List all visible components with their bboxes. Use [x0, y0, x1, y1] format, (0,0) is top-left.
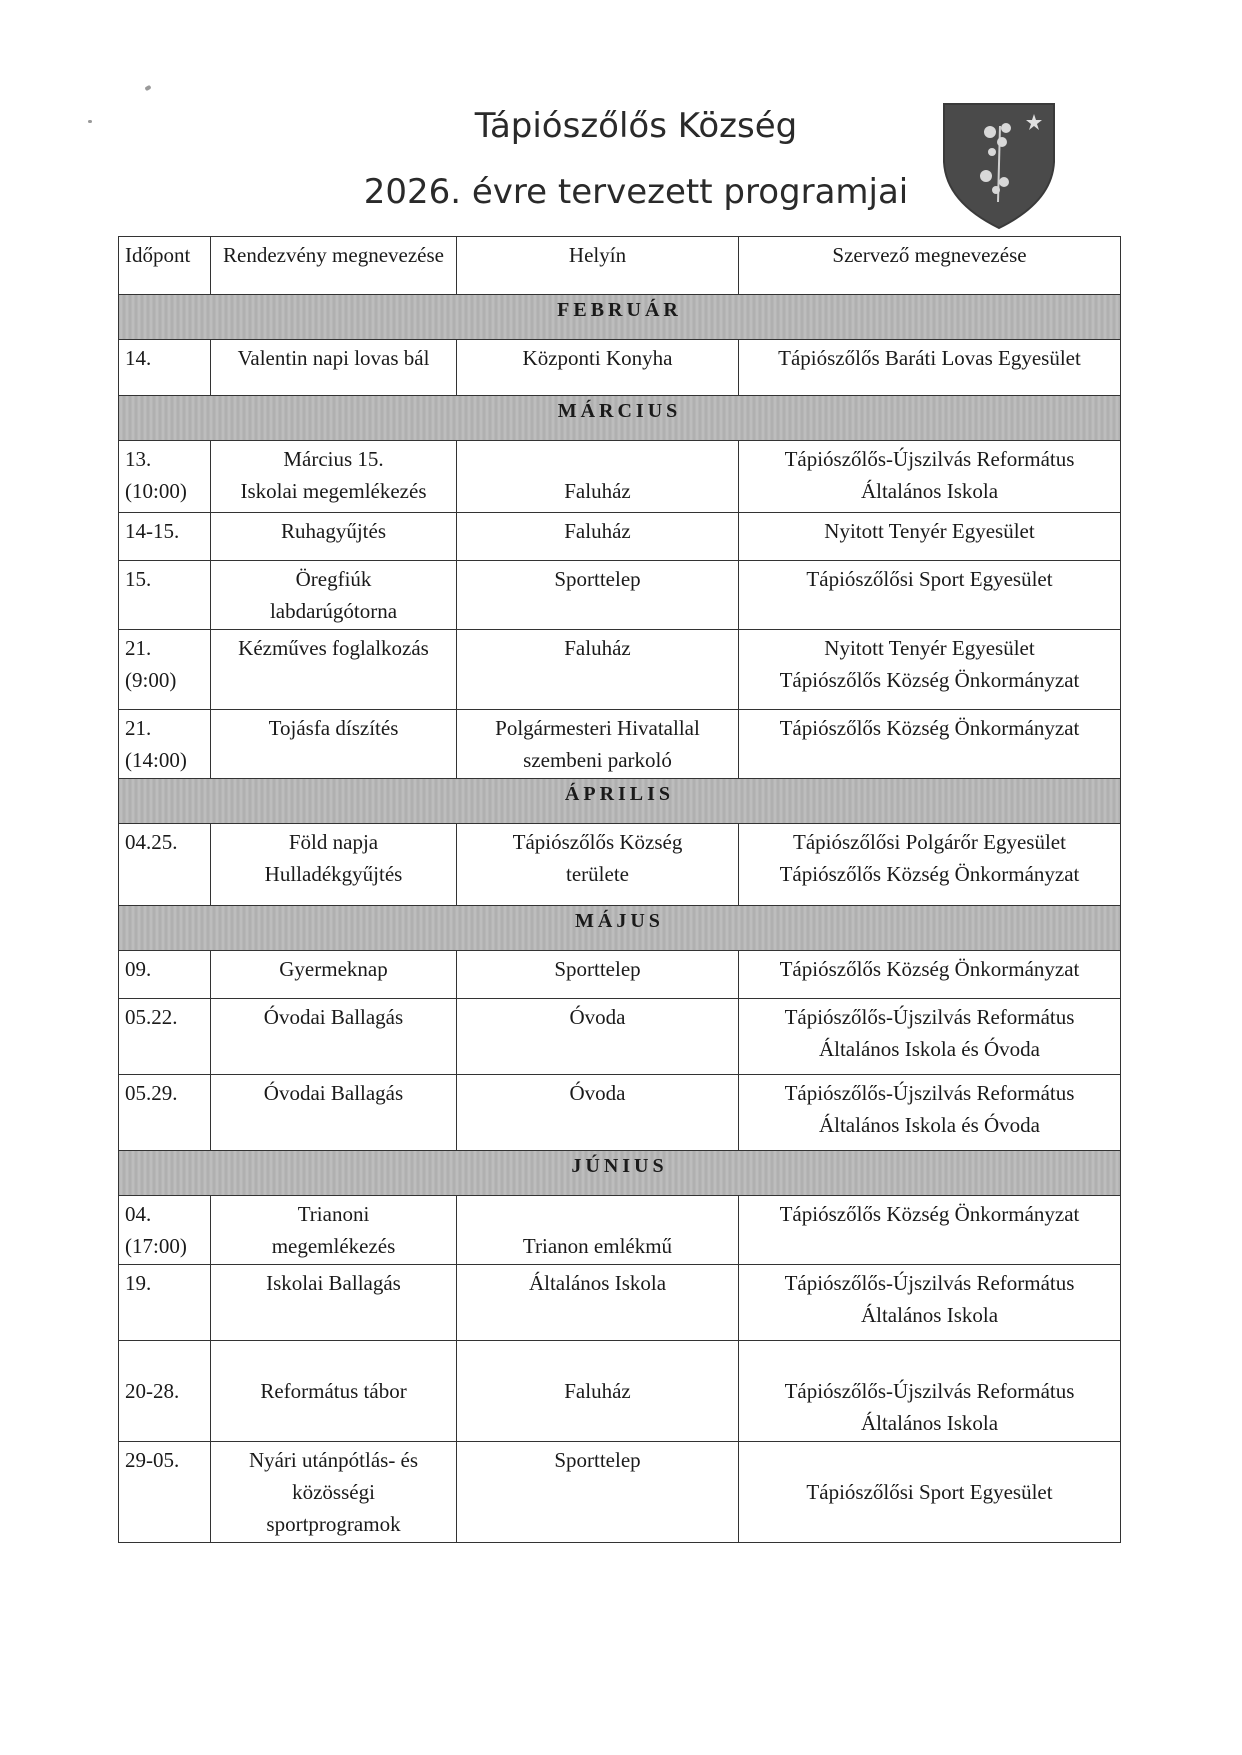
event-date-cell [119, 1265, 211, 1341]
event-name: Nyári utánpótlás- és [248, 1448, 419, 1472]
coat-of-arms-icon [940, 102, 1058, 230]
event-place-cell [457, 513, 739, 561]
event-place: Polgármesteri Hivatallal [495, 716, 700, 740]
event-place-cell [457, 441, 739, 513]
event-place-cell [457, 1341, 739, 1442]
event-place-cell [457, 824, 739, 906]
event-organizer: Általános Iskola [860, 479, 999, 503]
event-name: Óvodai Ballagás [263, 1005, 404, 1029]
event-organizer-cell [739, 951, 1121, 999]
event-row [119, 1075, 1121, 1151]
event-place-cell [457, 1196, 739, 1265]
event-row [119, 951, 1121, 999]
event-date: 13. [125, 447, 152, 471]
event-organizer-cell [739, 340, 1121, 396]
event-date: 15. [125, 567, 152, 591]
event-organizer-cell [739, 1196, 1121, 1265]
event-organizer: Általános Iskola és Óvoda [818, 1037, 1041, 1061]
event-date: 09. [125, 957, 152, 981]
event-place: területe [566, 862, 629, 886]
event-name: Március 15. [283, 447, 384, 471]
event-date: 04.25. [125, 830, 178, 854]
event-place: szembeni parkoló [523, 748, 672, 772]
event-organizer-cell [739, 630, 1121, 710]
event-name: megemlékezés [271, 1234, 396, 1258]
event-date-cell [119, 1442, 211, 1543]
event-organizer: Általános Iskola és Óvoda [818, 1113, 1041, 1137]
event-name: Református tábor [260, 1379, 407, 1403]
document-subtitle: 2026. évre tervezett programjai [363, 172, 909, 212]
event-date-cell [119, 824, 211, 906]
table-header-row [119, 237, 1121, 295]
event-date: 14. [125, 346, 152, 370]
event-name: Ruhagyűjtés [281, 519, 386, 543]
month-header-row [119, 396, 1121, 441]
month-name: MÁJUS [119, 906, 1121, 951]
event-row [119, 561, 1121, 630]
event-organizer-cell [739, 710, 1121, 779]
event-date-cell [119, 1075, 211, 1151]
event-organizer-cell [739, 441, 1121, 513]
event-organizer: Tápiószőlős Baráti Lovas Egyesület [778, 346, 1081, 370]
event-name-cell [211, 1341, 457, 1442]
event-name: Tojásfa díszítés [268, 716, 399, 740]
event-row [119, 999, 1121, 1075]
event-place: Központi Konyha [522, 346, 673, 370]
event-date-cell [119, 340, 211, 396]
event-name-cell [211, 710, 457, 779]
event-name-cell [211, 1442, 457, 1543]
event-name-cell [211, 340, 457, 396]
event-place: Sporttelep [554, 567, 641, 591]
event-place: Tápiószőlős Község [512, 830, 683, 854]
event-organizer: Tápiószőlős-Újszilvás Református [784, 1005, 1075, 1029]
event-organizer: Tápiószőlős Község Önkormányzat [779, 668, 1080, 692]
scan-speck [144, 85, 151, 91]
event-organizer: Tápiószőlős Község Önkormányzat [779, 1202, 1080, 1226]
event-name: Föld napja [288, 830, 379, 854]
column-header-event: Rendezvény megnevezése [211, 237, 457, 295]
event-organizer-cell [739, 561, 1121, 630]
event-organizer: Tápiószőlős-Újszilvás Református [784, 447, 1075, 471]
event-name: sportprogramok [266, 1512, 401, 1536]
event-date-cell [119, 999, 211, 1075]
event-date-cell [119, 951, 211, 999]
event-name-cell [211, 1075, 457, 1151]
event-date: (14:00) [125, 748, 187, 772]
event-name: Iskolai megemlékezés [240, 479, 427, 503]
event-organizer: Tápiószőlős Község Önkormányzat [779, 957, 1080, 981]
event-organizer-cell [739, 1265, 1121, 1341]
event-place-cell [457, 710, 739, 779]
column-header-place: Helyín [457, 237, 739, 295]
event-place: Faluház [564, 1379, 631, 1403]
event-date-cell [119, 441, 211, 513]
document-title: Tápiószőlős Község [474, 106, 798, 146]
event-name: Trianoni [297, 1202, 370, 1226]
event-name: Iskolai Ballagás [266, 1271, 401, 1295]
column-header-organizer: Szervező megnevezése [739, 237, 1121, 295]
event-date: 05.29. [125, 1081, 178, 1105]
event-date: 29-05. [125, 1448, 180, 1472]
event-date-cell [119, 1196, 211, 1265]
event-name-cell [211, 441, 457, 513]
event-name-cell [211, 561, 457, 630]
event-organizer: Tápiószőlősi Polgárőr Egyesület [793, 830, 1066, 854]
event-date: 19. [125, 1271, 152, 1295]
column-header-date: Időpont [119, 237, 211, 295]
event-organizer: Tápiószőlős Község Önkormányzat [779, 716, 1080, 740]
event-place-cell [457, 999, 739, 1075]
event-organizer-cell [739, 1341, 1121, 1442]
event-place-cell [457, 951, 739, 999]
event-date-cell [119, 710, 211, 779]
event-name: Kézműves foglalkozás [238, 636, 429, 660]
event-place: Általános Iskola [528, 1271, 667, 1295]
event-date: 21. [125, 716, 152, 740]
event-name-cell [211, 513, 457, 561]
event-date-cell [119, 513, 211, 561]
event-name: Óvodai Ballagás [263, 1081, 404, 1105]
event-date: 21. [125, 636, 152, 660]
event-date: 20-28. [125, 1379, 180, 1403]
event-place-cell [457, 1442, 739, 1543]
event-date: (17:00) [125, 1234, 187, 1258]
event-row [119, 1265, 1121, 1341]
event-row [119, 513, 1121, 561]
event-name-cell [211, 630, 457, 710]
event-place-cell [457, 340, 739, 396]
event-name-cell [211, 1196, 457, 1265]
event-date: 05.22. [125, 1005, 178, 1029]
event-date: (10:00) [125, 479, 187, 503]
month-header-row [119, 906, 1121, 951]
event-row [119, 710, 1121, 779]
event-date: (9:00) [125, 668, 177, 692]
month-name: JÚNIUS [119, 1151, 1121, 1196]
event-name: Valentin napi lovas bál [237, 346, 430, 370]
month-name: MÁRCIUS [119, 396, 1121, 441]
event-place: Óvoda [569, 1081, 626, 1105]
event-name-cell [211, 1265, 457, 1341]
event-organizer: Tápiószőlősi Sport Egyesület [806, 1480, 1053, 1504]
event-organizer: Nyitott Tenyér Egyesület [824, 519, 1035, 543]
event-place: Trianon emlékmű [522, 1234, 673, 1258]
event-place: Sporttelep [554, 957, 641, 981]
event-date: 04. [125, 1202, 152, 1226]
event-place: Óvoda [569, 1005, 626, 1029]
month-header-row [119, 779, 1121, 824]
event-row [119, 824, 1121, 906]
event-place-cell [457, 1265, 739, 1341]
event-organizer-cell [739, 824, 1121, 906]
event-organizer: Tápiószőlős-Újszilvás Református [784, 1081, 1075, 1105]
event-organizer: Általános Iskola [860, 1411, 999, 1435]
event-date-cell [119, 630, 211, 710]
month-header-row [119, 295, 1121, 340]
event-name-cell [211, 824, 457, 906]
event-place-cell [457, 1075, 739, 1151]
event-date: 14-15. [125, 519, 180, 543]
event-organizer-cell [739, 1075, 1121, 1151]
month-name: FEBRUÁR [119, 295, 1121, 340]
month-name: ÁPRILIS [119, 779, 1121, 824]
event-name: labdarúgótorna [269, 599, 398, 623]
event-place: Faluház [564, 479, 631, 503]
event-date-cell [119, 1341, 211, 1442]
event-date-cell [119, 561, 211, 630]
event-organizer-cell [739, 1442, 1121, 1543]
event-row [119, 441, 1121, 513]
event-row [119, 340, 1121, 396]
event-name: Hulladékgyűjtés [264, 862, 403, 886]
event-row [119, 1341, 1121, 1442]
month-header-row [119, 1151, 1121, 1196]
event-organizer: Tápiószőlős-Újszilvás Református [784, 1379, 1075, 1403]
event-place: Sporttelep [554, 1448, 641, 1472]
event-place: Faluház [564, 519, 631, 543]
event-row [119, 1196, 1121, 1265]
event-organizer: Tápiószőlős Község Önkormányzat [779, 862, 1080, 886]
event-name-cell [211, 999, 457, 1075]
event-name: Öregfiúk [295, 567, 372, 591]
event-place-cell [457, 561, 739, 630]
event-name: Gyermeknap [279, 957, 388, 981]
event-name: közösségi [292, 1480, 375, 1504]
event-place-cell [457, 630, 739, 710]
event-organizer: Általános Iskola [860, 1303, 999, 1327]
event-organizer: Tápiószőlősi Sport Egyesület [806, 567, 1053, 591]
event-organizer: Tápiószőlős-Újszilvás Református [784, 1271, 1075, 1295]
event-organizer-cell [739, 999, 1121, 1075]
event-schedule-table [118, 236, 1121, 1543]
event-row [119, 630, 1121, 710]
event-place: Faluház [564, 636, 631, 660]
event-organizer: Nyitott Tenyér Egyesület [824, 636, 1035, 660]
event-organizer-cell [739, 513, 1121, 561]
event-name-cell [211, 951, 457, 999]
event-row [119, 1442, 1121, 1543]
